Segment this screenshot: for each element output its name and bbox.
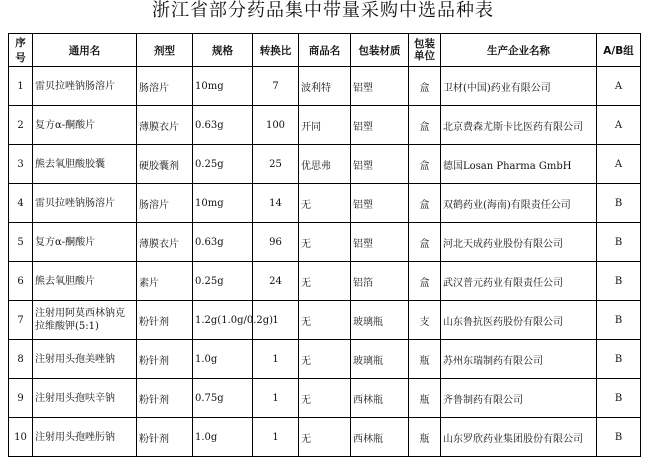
cell-seq: 5 <box>9 223 33 262</box>
cell-name: 雷贝拉唑钠肠溶片 <box>33 67 137 106</box>
cell-unit: 盒 <box>409 106 441 145</box>
cell-group: B <box>597 340 641 379</box>
cell-pack: 铝塑 <box>351 184 409 223</box>
cell-unit: 盒 <box>409 262 441 301</box>
cell-maker: 山东鲁抗医药股份有限公司 <box>441 301 597 340</box>
cell-seq: 2 <box>9 106 33 145</box>
table-header <box>9 34 641 67</box>
cell-trade: 优思弗 <box>299 145 351 184</box>
table-row <box>9 262 641 301</box>
cell-pack: 西林瓶 <box>351 379 409 418</box>
header-maker: 生产企业名称 <box>441 34 597 67</box>
cell-group: B <box>597 379 641 418</box>
cell-spec: 10mg <box>193 184 253 223</box>
cell-ratio: 1 <box>253 379 299 418</box>
table-row <box>9 184 641 223</box>
cell-unit: 瓶 <box>409 379 441 418</box>
cell-group: B <box>597 223 641 262</box>
table-body <box>9 67 641 457</box>
cell-maker: 齐鲁制药有限公司 <box>441 379 597 418</box>
cell-trade: 无 <box>299 301 351 340</box>
cell-name: 复方α-酮酸片 <box>33 106 137 145</box>
cell-seq: 1 <box>9 67 33 106</box>
cell-unit: 瓶 <box>409 340 441 379</box>
header-unit-line2: 单位 <box>414 50 435 62</box>
cell-spec: 0.63g <box>193 106 253 145</box>
cell-form: 粉针剂 <box>137 379 193 418</box>
cell-group: B <box>597 262 641 301</box>
table-row <box>9 418 641 457</box>
cell-form: 薄膜衣片 <box>137 106 193 145</box>
cell-name: 熊去氧胆酸片 <box>33 262 137 301</box>
table-row <box>9 223 641 262</box>
cell-spec: 1.0g <box>193 418 253 457</box>
header-spec: 规格 <box>193 34 253 67</box>
cell-ratio: 1 <box>253 340 299 379</box>
cell-form: 硬胶囊剂 <box>137 145 193 184</box>
cell-form: 粉针剂 <box>137 340 193 379</box>
cell-seq: 6 <box>9 262 33 301</box>
cell-ratio: 1 <box>253 418 299 457</box>
table-row <box>9 340 641 379</box>
cell-trade: 无 <box>299 340 351 379</box>
header-group: A/B组 <box>597 34 641 67</box>
header-pack: 包装材质 <box>351 34 409 67</box>
cell-name: 注射用阿莫西林钠克拉维酸钾(5:1) <box>33 301 137 340</box>
cell-pack: 铝塑 <box>351 223 409 262</box>
cell-unit: 盒 <box>409 223 441 262</box>
cell-maker: 双鹤药业(海南)有限责任公司 <box>441 184 597 223</box>
cell-seq: 7 <box>9 301 33 340</box>
table-row <box>9 67 641 106</box>
cell-pack: 铝塑 <box>351 106 409 145</box>
cell-trade: 无 <box>299 418 351 457</box>
cell-form: 薄膜衣片 <box>137 223 193 262</box>
cell-pack: 铝塑 <box>351 145 409 184</box>
cell-trade: 波利特 <box>299 67 351 106</box>
cell-unit: 支 <box>409 301 441 340</box>
cell-pack: 玻璃瓶 <box>351 301 409 340</box>
cell-name: 雷贝拉唑钠肠溶片 <box>33 184 137 223</box>
cell-ratio: 14 <box>253 184 299 223</box>
cell-maker: 河北天成药业股份有限公司 <box>441 223 597 262</box>
cell-pack: 铝塑 <box>351 67 409 106</box>
cell-spec: 0.63g <box>193 223 253 262</box>
cell-ratio: 7 <box>253 67 299 106</box>
cell-spec: 1.0g <box>193 340 253 379</box>
table-row <box>9 379 641 418</box>
cell-form: 素片 <box>137 262 193 301</box>
cell-spec: 10mg <box>193 67 253 106</box>
cell-group: A <box>597 67 641 106</box>
cell-spec: 1.2g(1.0g/0.2g) <box>193 301 253 340</box>
cell-ratio: 25 <box>253 145 299 184</box>
cell-pack: 西林瓶 <box>351 418 409 457</box>
cell-name: 注射用头孢美唑钠 <box>33 340 137 379</box>
cell-name: 注射用头孢呋辛钠 <box>33 379 137 418</box>
cell-seq: 4 <box>9 184 33 223</box>
cell-unit: 盒 <box>409 67 441 106</box>
cell-group: A <box>597 145 641 184</box>
cell-trade: 开同 <box>299 106 351 145</box>
cell-form: 肠溶片 <box>137 184 193 223</box>
header-ratio: 转换比 <box>253 34 299 67</box>
cell-unit: 盒 <box>409 184 441 223</box>
cell-unit: 瓶 <box>409 418 441 457</box>
cell-group: B <box>597 301 641 340</box>
cell-ratio: 100 <box>253 106 299 145</box>
cell-group: B <box>597 418 641 457</box>
cell-maker: 卫材(中国)药业有限公司 <box>441 67 597 106</box>
cell-form: 肠溶片 <box>137 67 193 106</box>
cell-group: B <box>597 184 641 223</box>
cell-trade: 无 <box>299 262 351 301</box>
cell-name: 注射用头孢唑肟钠 <box>33 418 137 457</box>
cell-ratio: 24 <box>253 262 299 301</box>
cell-trade: 无 <box>299 223 351 262</box>
cell-ratio: 96 <box>253 223 299 262</box>
cell-maker: 北京费森尤斯卡比医药有限公司 <box>441 106 597 145</box>
table-row <box>9 106 641 145</box>
cell-seq: 8 <box>9 340 33 379</box>
header-unit-line1: 包装 <box>414 38 435 50</box>
header-seq: 序号 <box>9 34 33 67</box>
header-name: 通用名 <box>33 34 137 67</box>
header-form: 剂型 <box>137 34 193 67</box>
cell-seq: 9 <box>9 379 33 418</box>
cell-form: 粉针剂 <box>137 418 193 457</box>
document-title: 浙江省部分药品集中带量采购中选品种表 <box>152 0 494 21</box>
cell-pack: 玻璃瓶 <box>351 340 409 379</box>
cell-maker: 山东罗欣药业集团股份有限公司 <box>441 418 597 457</box>
cell-seq: 10 <box>9 418 33 457</box>
header-unit <box>409 34 441 67</box>
cell-maker: 苏州东瑞制药有限公司 <box>441 340 597 379</box>
cell-maker: 德国Losan Pharma GmbH <box>441 145 597 184</box>
cell-spec: 0.75g <box>193 379 253 418</box>
cell-ratio: 1 <box>253 301 299 340</box>
header-trade: 商品名 <box>299 34 351 67</box>
table-row <box>9 301 641 340</box>
cell-unit: 盒 <box>409 145 441 184</box>
table-row <box>9 145 641 184</box>
cell-seq: 3 <box>9 145 33 184</box>
cell-pack: 铝箔 <box>351 262 409 301</box>
procurement-table <box>8 33 641 457</box>
cell-group: A <box>597 106 641 145</box>
cell-trade: 无 <box>299 379 351 418</box>
cell-spec: 0.25g <box>193 145 253 184</box>
cell-name: 熊去氧胆酸胶囊 <box>33 145 137 184</box>
cell-maker: 武汉普元药业有限责任公司 <box>441 262 597 301</box>
cell-trade: 无 <box>299 184 351 223</box>
cell-form: 粉针剂 <box>137 301 193 340</box>
cell-name: 复方α-酮酸片 <box>33 223 137 262</box>
cell-spec: 0.25g <box>193 262 253 301</box>
